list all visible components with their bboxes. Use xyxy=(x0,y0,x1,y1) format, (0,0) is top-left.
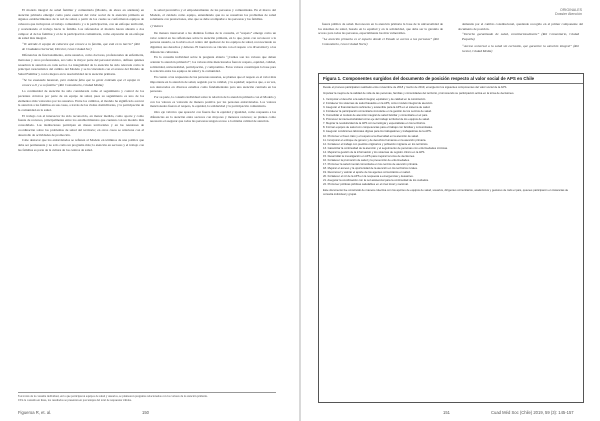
figure-box xyxy=(318,73,584,403)
list-item: 13. Garantizar la continuidad de la atención y el seguimiento de personas con enfermedades crónicas. xyxy=(323,146,448,150)
running-head-line: ORIGINALES xyxy=(560,8,582,12)
list-item: 15. Desarrollar la investigación en APS para mejorar la toma de decisiones. xyxy=(323,154,416,158)
paragraph: En la consulta individual sobre la pregunta abierta “¿Cuáles son los valores que deben orientar la atención primaria?”, los valores más mencionados fueron: respeto, equidad, calidad, solidaridad, universalidad, participación, y compromiso. Estos valores constituyen la base para la relación entre los equipos de salud y la comunidad. xyxy=(150,55,276,74)
paragraph: Diferencias de funcionamiento, entre usuarios, como doctores, profesionales de enfermería, matronas y otros profesionales, así como la mayor parte del personal técnico, definen quiénes resuelven la atención en cada sector. La integralidad de la atención ha sido relevada como la principal característica del cambio del Modelo y se ha vinculado con el avance del Modelo de Salud Familiar y con la mejora en la resolutividad de la atención primaria. xyxy=(18,53,144,77)
list-item: 22. Promover políticas públicas saludables en el nivel local y nacional. xyxy=(323,183,409,187)
list-item: 1. Incorporar el derecho a la salud integral, equitativo y de calidad en la constitución. xyxy=(323,98,427,102)
quote: “Se ha avanzado bastante, pero todavía falta que la gente entienda que el equipo lo conoce a él y a su familia” (Rol Comunitario, Ciudad Media) xyxy=(22,77,140,87)
list-item: 9. Asegurar condiciones laborales dignas para los trabajadores y trabajadoras de la APS. xyxy=(323,130,432,134)
list-item: 16. Fortalecer la promoción de salud y la prevención de enfermedades. xyxy=(323,158,410,162)
figure-intro: Impulsar la mejora de la calidad de vida de las personas, familias y comunidades del territorio, promoviendo su participación activa en la toma de decisiones. xyxy=(323,92,515,96)
figure-title: Figura 1. Componentes surgidos del documento de posición respecto al valor social de APS en Chile xyxy=(319,74,583,84)
list-item: 11. Incorporar el enfoque de género y de derechos humanos en la atención primaria. xyxy=(323,138,427,142)
list-item: 21. Asegurar la coordinación con la red asistencial para la continuidad de los cuidados. xyxy=(323,179,429,183)
list-item: 17. Promover la salud mental comunitaria en los centros de atención primaria. xyxy=(323,162,419,166)
list-item: 5. Consolidar el modelo de atención integral de salud familiar y comunitaria en el país. xyxy=(323,114,429,118)
paragraph: De manera transversal a las distintas formas de la consulta, el “respeto” emerge como un valor central en las reflexiones sobre la atención primaria, en lo que, junto con reconocer a la persona usuaria, se la ubica en el centro del quehacer de los equipos de salud, reconociendo su dignidad, sus derechos y deberes. El buen trato se vincula con el respeto a la diversidad y a las diferencias culturales. xyxy=(150,30,276,54)
section-heading: c) Valores xyxy=(150,24,164,29)
paragraph: Cabe destacar que los entrevistados se refieren al Modelo en términos de una política que debe ser permanente y no sólo como un programa más; la atención en sectores y el trabajo con las familias es parte de la cultura de los centros de salud. xyxy=(18,138,144,152)
page-number: 151 xyxy=(443,410,450,415)
footnotes xyxy=(18,392,276,402)
page-number: 150 xyxy=(142,410,149,415)
paragraph: Por su parte, la consulta individual sobre la relación de la atención primaria con el Modelo y con los valores es valorada de manera positiva por las personas entrevistadas. Los valores mencionados fueron el respeto, la equidad, la solidaridad y la participación comunitaria. xyxy=(150,94,276,109)
list-item: 8. Formar equipos de salud con competencias para el trabajo con familias y comunidades. xyxy=(323,126,434,130)
right-page-column-1 xyxy=(318,22,443,49)
left-page-column-1 xyxy=(18,8,144,153)
quote: “Te atiende el equipo de cabecera que conoce a tu familia, que está en tu barrio” (Rol de Ciudadano Sectorial, Director, Gran Ciudad Sur) xyxy=(22,41,140,51)
paragraph: fuerza pública de salud. Reconocen en la atención primaria la base de la universalidad de los sistemas de salud, basado en la equidad y en la solidaridad, que debe ser la garantía de acceso para todas las personas, especialmente las más vulnerables. xyxy=(318,22,443,36)
quote: “Derecho garantizado de salud, constitucionalmente” (Rol Comunitario, Ciudad Pequeña) xyxy=(462,32,579,42)
list-item: 6. Promover la intersectorialidad como eje del trabajo territorial de los equipos de salud. xyxy=(323,118,430,122)
footnote: 8 A través de la consulta individual, en la que participaron equipos de salud y usuarios, se plantearon preguntas relacionadas con los valores de la atención primaria. xyxy=(18,394,208,398)
figure-body xyxy=(319,84,583,199)
quote: “Acceso universal a la salud sin exclusión, que garantice la atención integral” (Rol Gestor, Ciudad Media) xyxy=(462,43,579,53)
left-page xyxy=(0,0,299,421)
list-item: 12. Fortalecer el trabajo con pueblos originarios y población migrante en los territorios. xyxy=(323,142,429,146)
list-item: 4. Fortalecer la participación comunitaria vinculante en la gestión de los centros de salud. xyxy=(323,110,432,114)
list-item: 2. Fortalecer los sistemas de salud basados en la APS, como modelo integral de atención. xyxy=(323,102,434,106)
footer-author: Figueroa R, et. al. xyxy=(18,410,52,415)
right-page-column-2 xyxy=(458,22,583,55)
running-head-line: Dossier Atención xyxy=(555,12,582,17)
list-item: 14. Mejorar la gestión de la información y los sistemas de registro clínico en la APS. xyxy=(323,150,426,154)
right-page xyxy=(301,0,600,421)
list-item: 18. Mejorar el acceso y la oportunidad de la atención en los territorios rurales. xyxy=(323,166,418,170)
left-page-column-2 xyxy=(150,8,276,125)
running-head xyxy=(555,8,582,17)
paragraph: En cuanto a las respuestas de las personas usuarias, se plantea que el respeto es el valor más importante en la atención de salud, seguido por la calidad, y la equidad; aspectos que, a su vez, son destacados en diversos estudios como fundamentales para una atención centrada en las personas. xyxy=(150,75,276,94)
paragraph: demanda por el cambio constitucional, quedando recogido en el primer componente del documento de posición. xyxy=(458,22,583,31)
paragraph: El trabajo con el intersector ha sido reconocido, en menor medida, como aporte y como fuente de recursos, principalmente entre los establecimientos que cuentan con un modelo más consolidado. Las instituciones participan en mesas territoriales y en las reuniones de coordinación sobre los problemas de salud del territorio; en otros casos se relaciona con el desarrollo de actividades de promoción. xyxy=(18,113,144,137)
paragraph: La continuidad de atención ha sido considerada como el seguimiento y control de los pacientes crónicos por parte de un equipo de salud, pues su seguimiento es uno de los elementos más valorados por los usuarios. Entre los cambios, el modelo ha significado acercar la atención a las familias en sus casas, a través de las visitas domiciliarias, y la participación de la comunidad en la salud. xyxy=(18,89,144,113)
quote: “La atención primaria es el espacio donde el Estado se acerca a las personas” (Rol Comunitario, Gran Ciudad Norte) xyxy=(322,37,439,46)
list-item: 3. Asegurar el financiamiento suficiente y sostenible para la APS en el sistema de salud. xyxy=(323,106,431,110)
paragraph: Otro eje valórico que apareció con fuerza fue la equidad y igualdad, como respuesta a las diferencias en la atención entre sectores con mayores y menores recursos; se plantea como necesario el asegurar que todas las personas tengan acceso a la misma calidad de atención. xyxy=(150,110,276,124)
footnote: 9 En la consulta en línea, los resultados se presentan en porcentajes del total de respuestas válidas. xyxy=(18,397,132,402)
figure-intro: Desde el proceso participativo realizado entre noviembre de 2018 y marzo de 2019, emergieron los siguientes componentes del valor social de la APS. xyxy=(323,86,508,89)
list-item: 20. Fortalecer el rol de la APS en la respuesta a emergencias y desastres. xyxy=(323,174,414,178)
paragraph: El modelo integral de salud familiar y comunitaria (Modelo, de ahora en adelante) en atención primaria emergió como parte esencial del valor social de la atención primaria en algunos establecimientos de la red de salud, a partir de los cuales se conformaron equipos de cabecera que incluyeron al trabajo comunitario y a la participación, con un enfoque territorial, y reorientando el trabajo hacia la familia. Las referencias al modelo hacen alusión a dos campos: el de las familias y el de la participación comunitaria, como expresión de un enfoque de salud más integral. xyxy=(18,8,144,41)
figure-closing: Este documento fue construido de manera colectiva con los aportes de equipos de salud, usuarios, dirigentes comunitarios, académicos y gestores de todo el país, quienes participaron en instancias de consulta individual y grupal. xyxy=(323,189,569,197)
list-item: 7. Mejorar la resolutividad de la APS con tecnología y especialistas en los territorios. xyxy=(323,122,426,126)
footer-journal: Cuad Méd Soc (Chile) 2019, 59 (3): 145-157 xyxy=(491,410,574,415)
paragraph: la salud preventiva y el empoderamiento de las personas y comunidades. En el marco del Modelo, el cuidado como equipo, entendiendo que no se resuelven los problemas de salud solamente con prestaciones, sino que se debe acompañar a las personas y las familias. xyxy=(150,8,276,22)
list-item: 19. Reconocer y valorar el aporte de los agentes comunitarios en salud. xyxy=(323,170,411,174)
list-item: 10. Promover el buen trato y el respeto a la diversidad en la atención de salud. xyxy=(323,134,419,138)
